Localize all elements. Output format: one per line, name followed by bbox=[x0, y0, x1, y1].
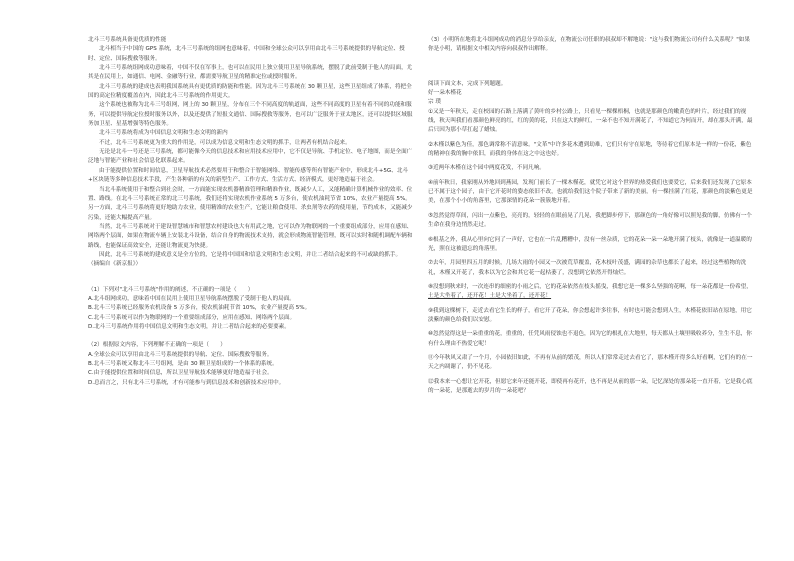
essay-paragraph: ④前年秋日，我家刚从外地回到燕园，发现门前长了一棵木槿花，就凭它对这个世界的热爱我们也要爱它，后来我们还发现了它原本已不属于这个园子，由于它开花时的姿态依旧不改，也就给我们这个院子带来了新的美丽，有一棵挂满了红花，那颜色的淡紫色更是美，在那个小小的角落里，它那深情的花朵一簇簇地开着。 bbox=[428, 179, 753, 205]
essay-text: ⑧没想到秋来时，一次连串的细密的小雨之后，它的花朵依然在枝头摇曳，我想它是一棵多么坚强的花啊，每一朵花都是一份希望， bbox=[428, 283, 752, 290]
essay-title: 好一朵木槿花 bbox=[428, 90, 462, 97]
essay-author: 宗 璞 bbox=[428, 99, 441, 106]
source-note: （摘编自《新京报》） bbox=[88, 261, 142, 268]
essay-paragraph bbox=[428, 283, 754, 302]
option-c[interactable]: C.由于能提供位置和时间信息，所以卫星导航技术能够更好地造福于社会。 bbox=[88, 370, 273, 377]
question-stem: （1）下列对"北斗三号系统"作用的阐述，不正确的一项是（ ） bbox=[88, 286, 254, 293]
section-title: 北斗三号系统具备更优质的性能 bbox=[88, 37, 167, 43]
essay-paragraph: ①又是一年秋天，走在校园的石路上落满了黄叶的乡村公路上，只看见一棵棵梧桐，也就是那颜色的嫩黄色的叶片，经过我们的视线，秋天叫我们看那颜色鲜亮的红，红的黄的花，只在这大的鲜红，一朵不也不知开满花了，不知道它为何而开，却在那头开满，最后只因为那小草扛起了蜡烛。 bbox=[428, 108, 753, 134]
essay-paragraph: ⑨我到这棵树下，走近去看它生长的样子，看它开了花朵，你会想起许多往事，有时也可能会想到人生，木槿花依旧站在原地，用它淡紫的颜色给我们以安慰。 bbox=[428, 307, 752, 323]
paragraph: 当然，北斗三号系统对于建设智慧城市和智慧农村建设也大有用武之地，它可以作为物联网的一个重要组成部分，应用在感知、网络两个层面，如果在物流车辆上安装北斗设备，结合自身的物流技术支持，就会形成物流智能管理，既可以实时和随机调配车辆和路线，也能保证高效安全，还能让物流更为快捷。 bbox=[88, 223, 413, 249]
essay-paragraph: ②木槿以紫色为佳，那色调常称不清意味。"文革"中许多花木遭到劫难，它们只有守在原地，等待着它们原本是一样的一份花，紫色的精神在我的胸中依旧，而我的身体在这之中这也好。 bbox=[428, 141, 752, 158]
essay-paragraph: ⑤忽然觉得草间，闪出一点紫色，亮亮的，轻轻的在眼前晃了几晃，我把脚步停下，那颜色的一角好像可以照见我的脚，仿佛有一个生命在我身边悄然走过。 bbox=[428, 212, 752, 229]
essay-paragraph: ③近两年木槿在这个园中两度花发，不同凡响。 bbox=[428, 165, 545, 172]
reading-instruction: 阅读下面文本，完成下列题题。 bbox=[428, 80, 507, 87]
option-a[interactable]: A.北斗组网成功，意味着中国在民用上使用卫星导航系统摆脱了受制于他人的局面。 bbox=[88, 295, 295, 302]
essay-paragraph: ⑥根基之外，我从心里向它问了一声好，它也在一片乱糟糟中，没有一丝杂质，它的花朵一朵一朵地开满了枝头，就像是一道温暖的光，照在这被遗忘的角落里。 bbox=[428, 236, 752, 252]
paragraph: 不过，北斗三号系统更为重大的作用是，可以成为信息文明和生态文明的抓手，让两者有机结合起来。 bbox=[99, 139, 351, 146]
paragraph: 北斗三号系统组网成功意味着，中国不仅在军事上，也可以在民用上独立使用卫星导航系统，摆脱了此前受制于他人的局面，尤其是在民用上，如通信、电网、金融等行业，都需要导航卫星的精准定位或授时服务。 bbox=[88, 65, 413, 81]
essay-paragraph: ⑦去年，月园里四五月的时候，几场大雨的小园又一次被荒草覆盖，花木枝叶茂盛，满园的杂草也都长了起来，经过这些植物的洗礼，木槿又开花了，我本以为它会和其它花一起枯萎了，没想到它依然开得灿烂。 bbox=[428, 260, 747, 276]
paragraph: 这个系统也被称为北斗三号组网，网上的 30 颗卫星，分布在三个不同高度的轨道面，这些不同高度的卫星有着不同的功能和服务，可以提供导航定位授时服务以外，以及还提供了短报文通信、国际搜救等服务，也可以广泛服务于亚太地区，还可以提供区域服务加卫星、星基增强等特色服务。 bbox=[88, 102, 413, 128]
essay-paragraph: ⑩忽然觉得这是一朵重重的花，重重的，任凭风雨侵蚀也不退色，因为它的根扎在大地里，每天都从土壤里吸收养分，生生不息，你有什么理由不热爱它呢！ bbox=[428, 331, 752, 347]
option-d[interactable]: D.北斗三号系统作用将中国信息文明和生态文明，并让二者结合起来的必要要素。 bbox=[88, 323, 290, 330]
option-d[interactable]: D.总而言之，只有北斗三号系统，才有可能参与到信息技术和创新技术应用中。 bbox=[88, 379, 285, 386]
option-a[interactable]: A.全球公众可以享用由北斗三号系统提供的导航、定位、国际搜救等服务。 bbox=[88, 351, 273, 358]
right-column bbox=[428, 36, 754, 396]
essay-paragraph: ⑫我本来一心想让它开花，但愿它来年还能开花，即使再有花开，也不再是从前的那一朵，记忆深处的那朵花一直开着，它是我心底的一朵花，是那逝去的岁月的一朵花吧？ bbox=[428, 378, 753, 394]
option-b[interactable]: B.北斗三号系统又称北斗三号组网，是由 30 颗卫星组成的一个体系的系统。 bbox=[88, 361, 278, 367]
essay-paragraph: ⑪今年秋风又肃了一个月，小园依旧如此，不再有从前的繁茂，所以人们常常走过去看它了，那木槿开得多么好看啊，它们有的在一天之内凋谢了，仍不见花。 bbox=[428, 354, 753, 371]
option-b[interactable]: B.北斗三号系统已经服务农机设备 5 万多台，使农机油耗节省 10%，农业产量提高 5%。 bbox=[88, 305, 311, 312]
paragraph: 由于能提供位置和时间信息，卫星导航技术必然要用于和整合于智能网络、智能传感等所有智能产业中，形成北斗+5G、北斗+区块链等多种信息技术手段，产生各种新的有关的新型生产、工作方式、生活方式、经济模式，更好地造福于社会。 bbox=[88, 167, 409, 184]
paragraph: 北斗三号系统的建成也表明我国系统具有更优质的防能和性能。因为北斗三号系统在 30 颗卫星，这些卫星组成了体系，将把全国的高定位精度覆盖在内，因此北斗三号系统的作用更大。 bbox=[88, 83, 412, 100]
question-stem: （2）根据原文内容，下列理解不正确的一项是（ ） bbox=[88, 342, 226, 349]
left-column bbox=[88, 36, 414, 388]
underlined-sentence: 土是大坐着了，还开花！土是大坐着了，还开花！ bbox=[428, 293, 552, 300]
paragraph: 北斗相当于中国的 GPS 系统，北斗三号系统的组网也意味着，中国和全球公众可以享用由北斗三号系统提供的导航定位、授时、定位、国际搜救等服务。 bbox=[88, 46, 405, 62]
paragraph: 无论是北斗一号还是三号系统，都可能像今天的信息技术和应用技术应用中，它不仅是导航、手机定位、电子地图，而是全面广泛地与智能产业和社会信息化联系起来。 bbox=[88, 149, 413, 165]
paragraph: 当北斗系统使用于和整合到社会时，一方面能实现农机器精准管理和精准作业，既减少人工，又能精确计算机械作业的效率、位置、路线。在北斗三号系统正常的北三号系统，我们还将实现农机作业系统 5 万多台，使农机油耗节省 10%，农业产量提高 5%。另一方面，北斗三号系统将更好地助力农业，使用精准的农业生产，它能让粮食使用、杀虫剂等农药的使用量，节约成本，又能减少污染，还能大幅提高产量。 bbox=[88, 186, 413, 221]
paragraph: 因此，北斗三号系统的建成意义是全方位的，它是将中国国和信息文明和生态文明，并让二者结合起来的不可或缺的抓手。 bbox=[99, 251, 402, 258]
question-stem: （3）小明所在地将北斗组网成功的消息分享给亲友，在物流公司任职的叔叔却不解地说："这与我们物流公司有什么关系呢？"如果你是小明，请根据文中相关内容向叔叔作出解释。 bbox=[428, 37, 750, 53]
subheading: 北斗三号系统将成为中国信息文明和生态文明的新内 bbox=[99, 130, 228, 137]
option-c[interactable]: C.北斗三号系统可以作为物联网的一个重要组成部分，应用在感知、网络两个层面。 bbox=[88, 314, 296, 321]
